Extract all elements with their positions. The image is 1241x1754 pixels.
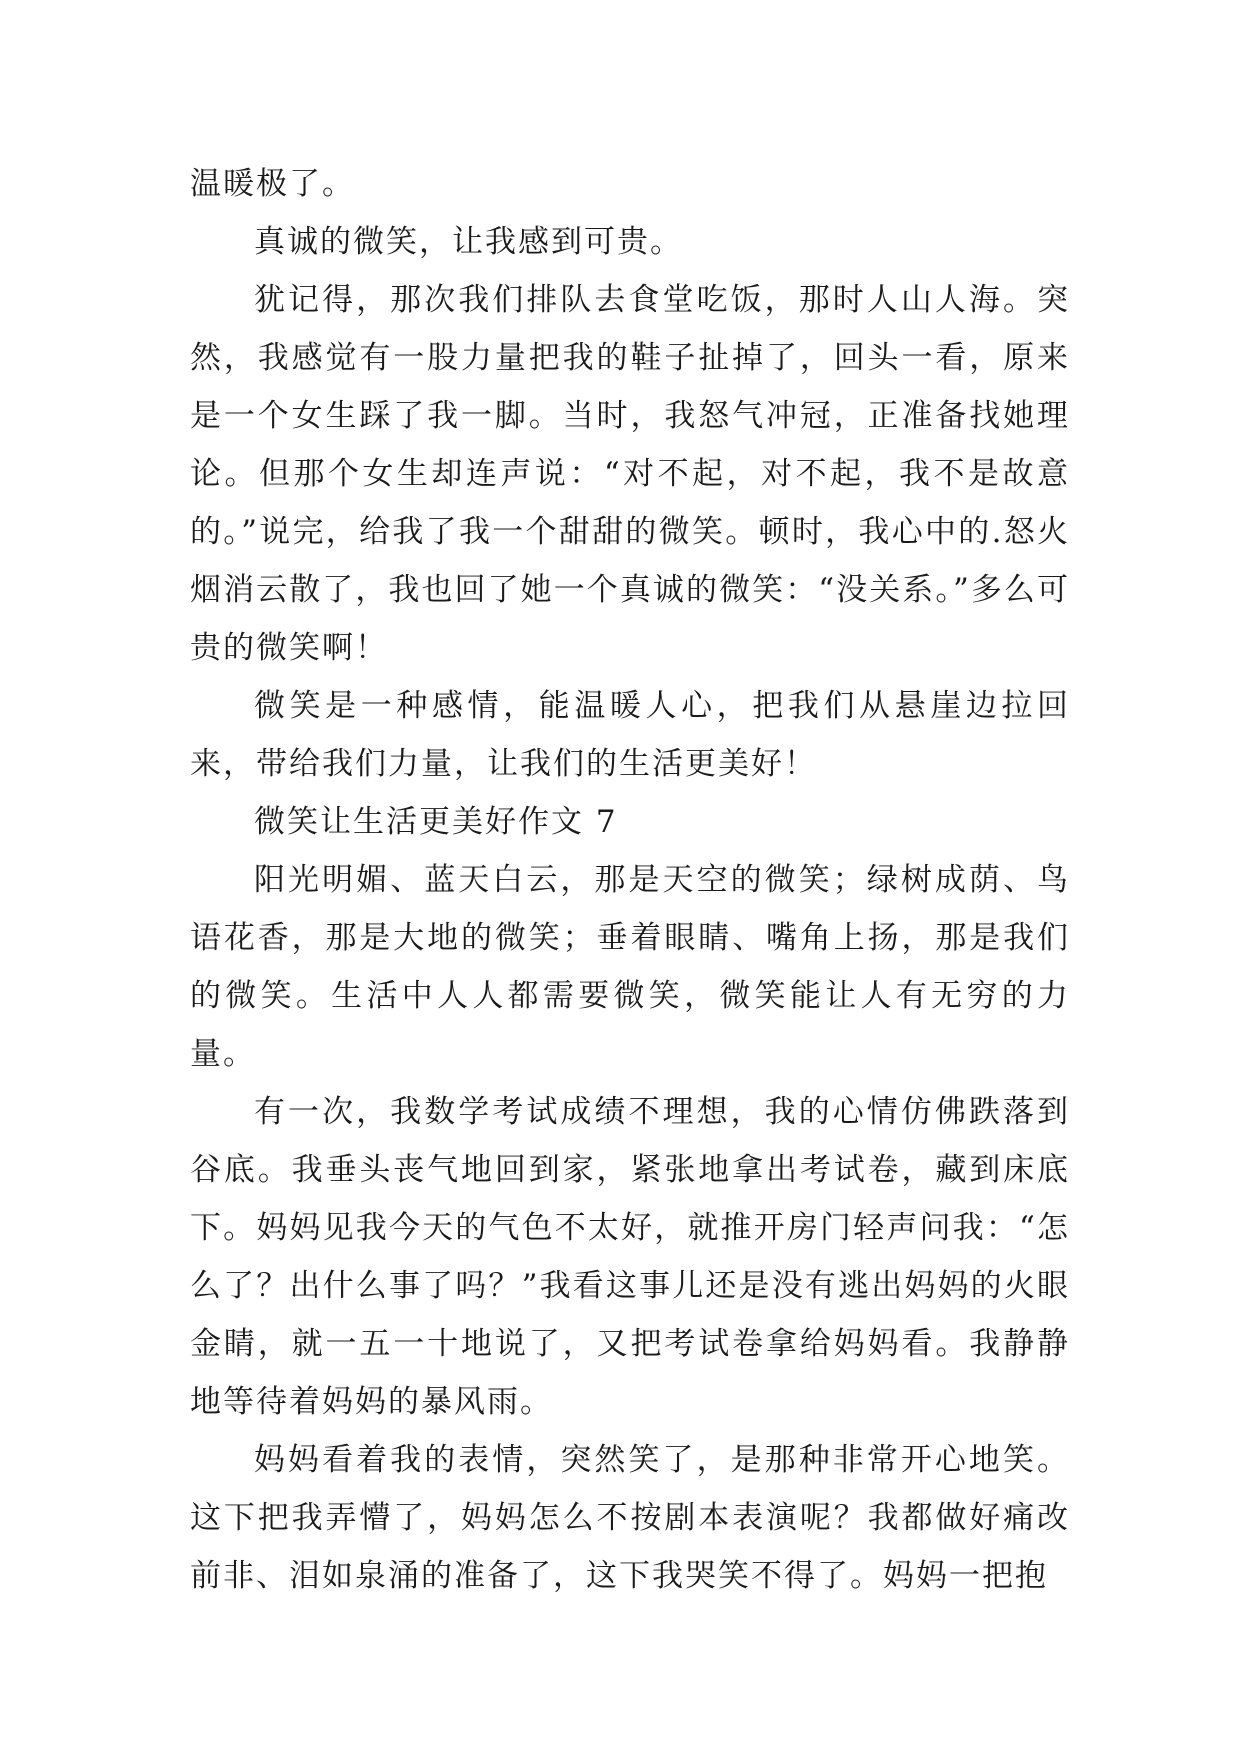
paragraph-1: 温暖极了。 (190, 166, 355, 202)
paragraph-3: 犹记得，那次我们排队去食堂吃饭，那时人山人海。突然，我感觉有一股力量把我的鞋子扯掉了，回头一看，原来是一个女生踩了我一脚。当时，我怒气冲冠，正准备找她理论。但那个女生却连声说：“对不起，对不起，我不是故意的。”说完，给我了我一个甜甜的微笑。顿时，我心中的.怒火烟消云散了，我也回了她一个真诚的微笑：“没关系。”多么可贵的微笑啊！ (190, 282, 1070, 666)
paragraph-6: 有一次，我数学考试成绩不理想，我的心情仿佛跌落到谷底。我垂头丧气地回到家，紧张地拿出考试卷，藏到床底下。妈妈见我今天的气色不太好，就推开房门轻声问我：“怎么了？出什么事了吗？”我看这事儿还是没有逃出妈妈的火眼金睛，就一五一十地说了，又把考试卷拿给妈妈看。我静静地等待着妈妈的暴风雨。 (190, 1094, 1070, 1420)
section-heading: 微笑让生活更美好作文 7 (254, 804, 618, 840)
paragraph-4: 微笑是一种感情，能温暖人心，把我们从悬崖边拉回来，带给我们力量，让我们的生活更美好！ (190, 688, 1070, 782)
document-body (190, 155, 1070, 1605)
paragraph-7: 妈妈看着我的表情，突然笑了，是那种非常开心地笑。这下把我弄懵了，妈妈怎么不按剧本表演呢？我都做好痛改前非、泪如泉涌的准备了，这下我哭笑不得了。妈妈一把抱 (190, 1442, 1070, 1594)
paragraph-2: 真诚的微笑，让我感到可贵。 (254, 224, 683, 260)
paragraph-5: 阳光明媚、蓝天白云，那是天空的微笑；绿树成荫、鸟语花香，那是大地的微笑；垂着眼睛、嘴角上扬，那是我们的微笑。生活中人人都需要微笑，微笑能让人有无穷的力量。 (190, 862, 1070, 1072)
